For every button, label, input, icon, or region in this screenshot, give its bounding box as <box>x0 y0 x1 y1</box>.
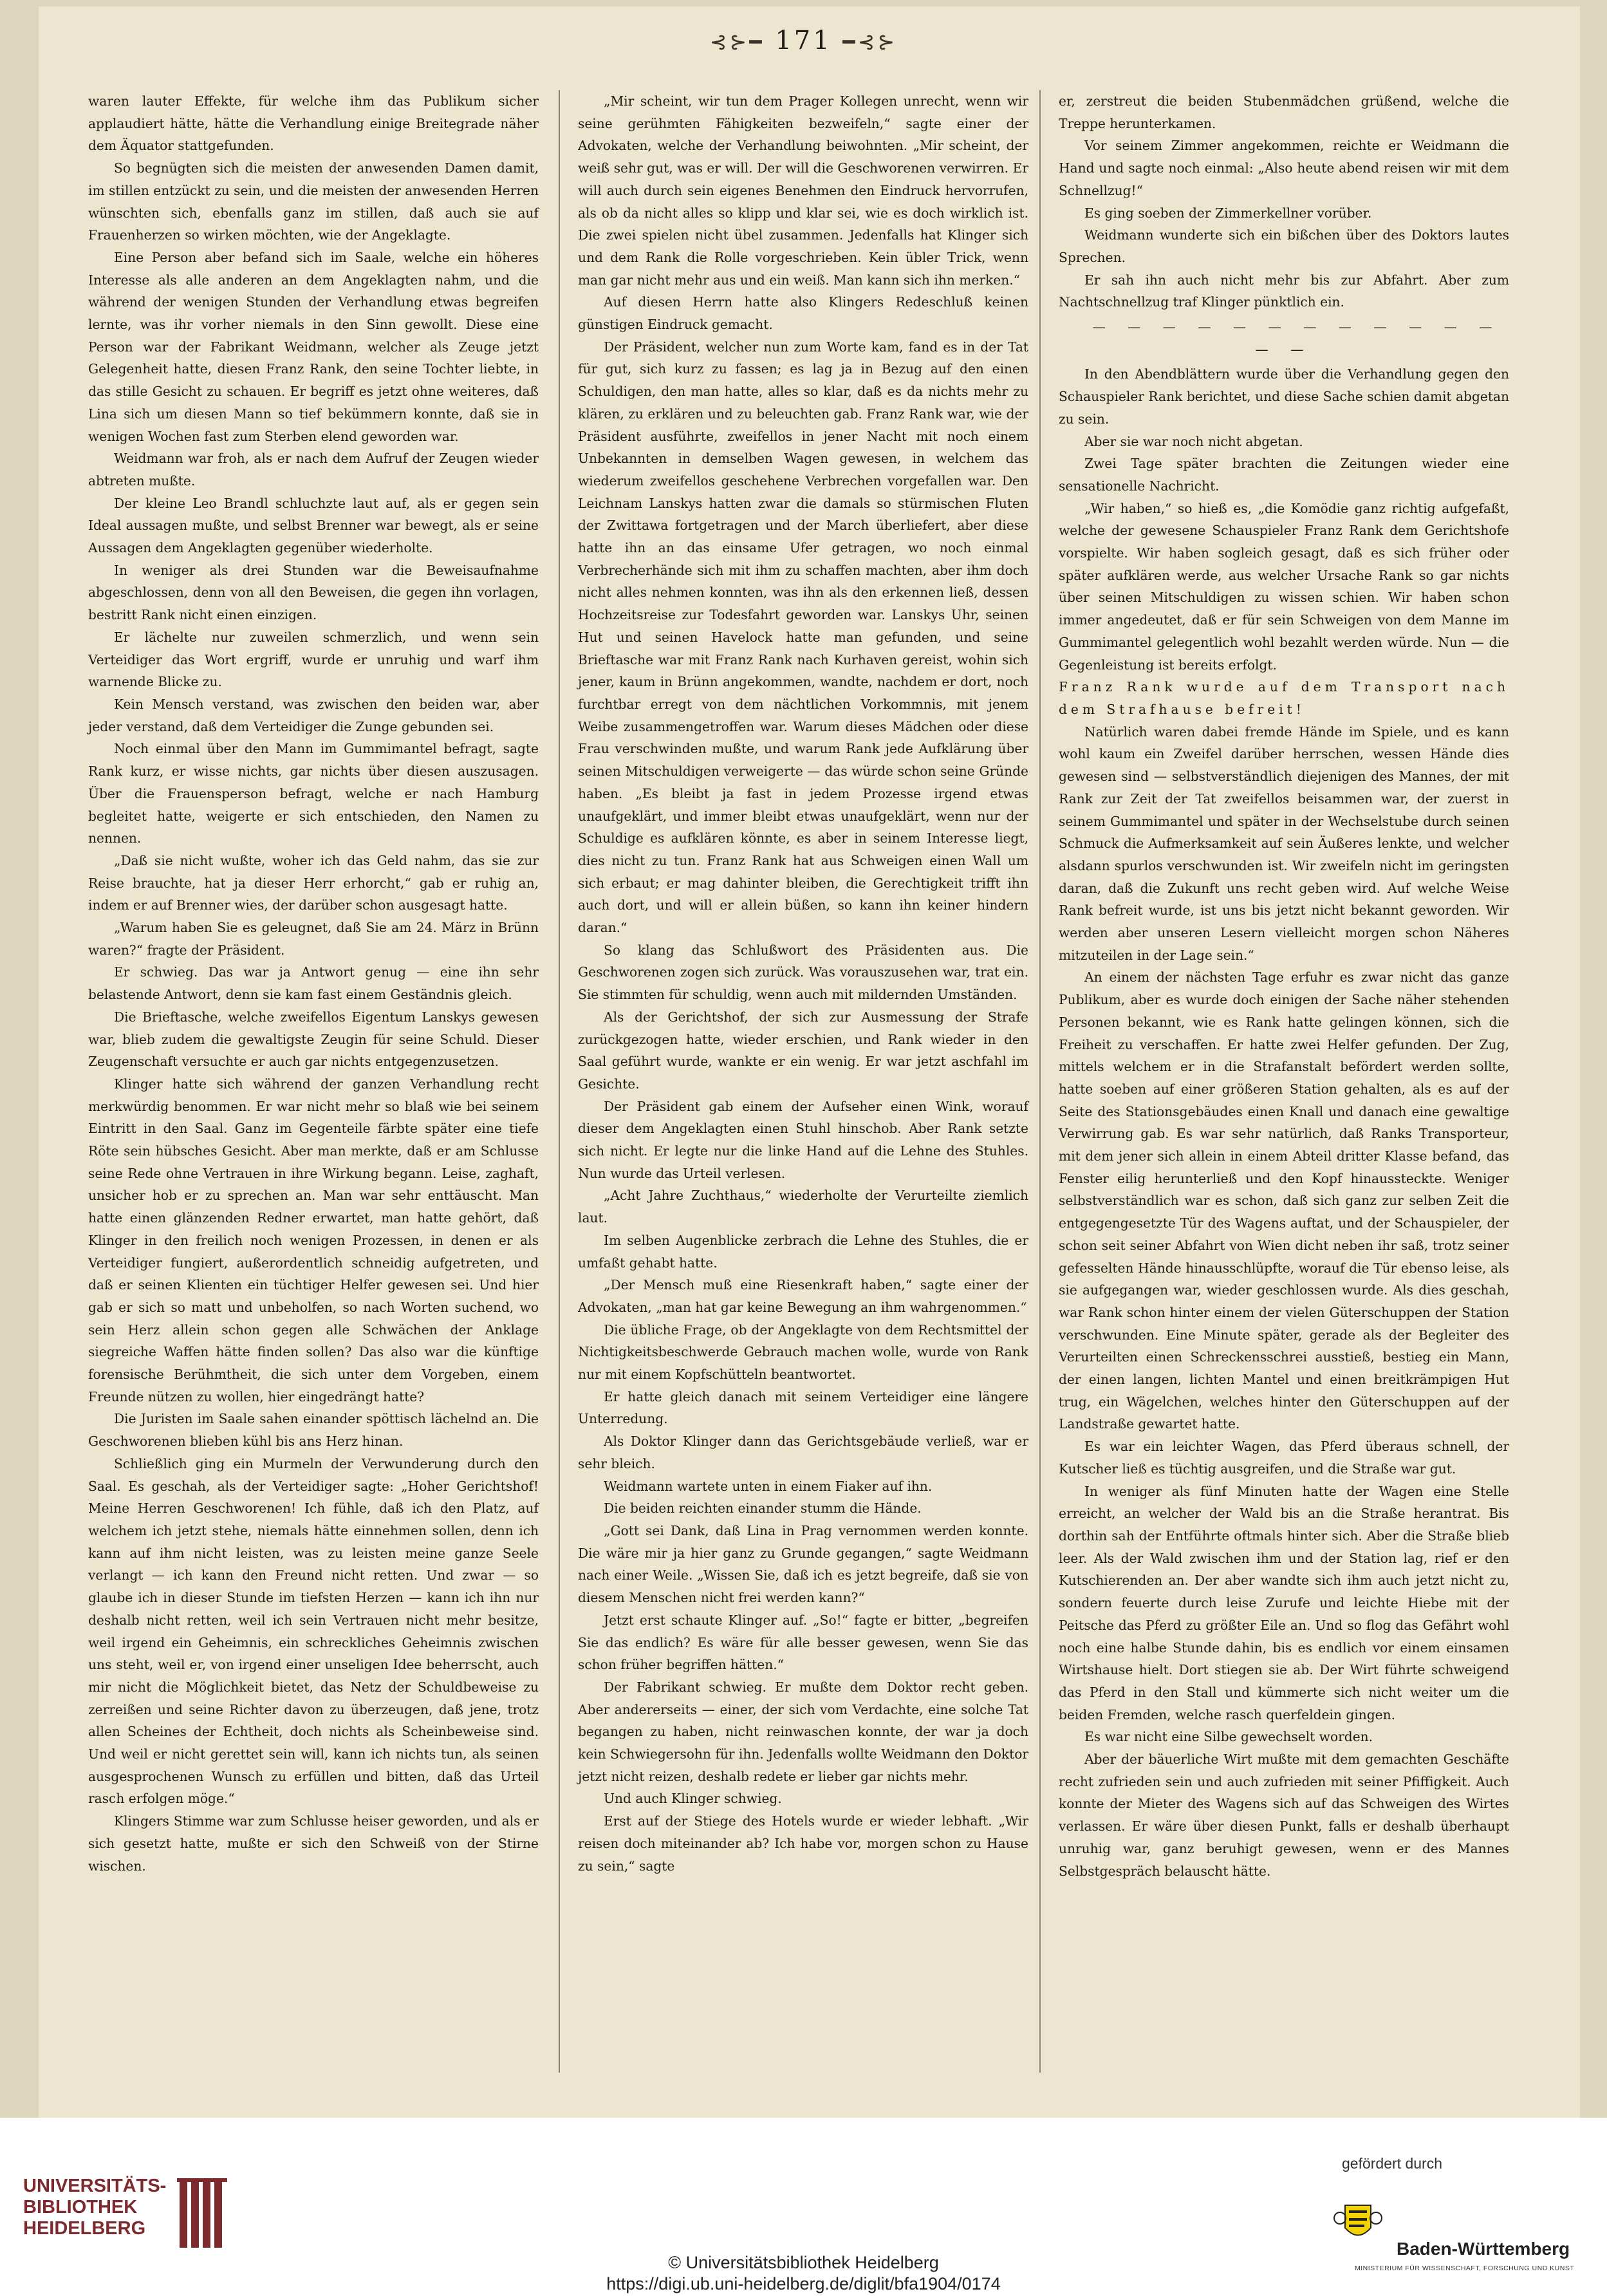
paragraph: Auf diesen Herrn hatte also Klingers Redeschluß keinen günstigen Eindruck gemacht. <box>578 294 1028 333</box>
paragraph: Der Präsident gab einem der Aufseher einen Wink, worauf dieser dem Angeklagten einen Stuhl hinschob. Aber Rank setzte sich nicht. Er legte nur die linke Hand auf die Lehne des Stuhles. Nun wurde das Urteil verlesen. <box>578 1098 1028 1181</box>
paragraph: Franz Rank wurde auf dem Transport nach dem Strafhause befreit! <box>1059 679 1509 717</box>
paragraph: Der Präsident, welcher nun zum Worte kam, fand es in der Tat für gut, sich kurz zu fassen; es lag ja in Bezug auf den einen Schuldigen, den man hatte, alles so klar, daß es da nichts mehr zu klären, zu erklären und zu beleuchten gab. Franz Rank war, wie der Präsident ausführte, zweifellos in jener Nacht mit noch einem Unbekannten in demselben Wagen gewesen, in welchem das wiederum zweifellos geschehene Verbrechen vorgefallen war. Den Leichnam Lanskys hatten zwar die damals so stürmischen Fluten der Zwittawa fortgetragen und der March überliefert, aber diese hatte ihn an das einsame Ufer getragen, wo noch einmal Verbrecherhände sich mit ihm zu schaffen machten, aber ihm doch nicht alles nehmen konnten, was ihn als den erkennen ließ, dessen Hochzeitsreise zur Todesfahrt geworden war. Lanskys Uhr, seinen Hut und seinen Havelock hatte man gefunden, und seine Brieftasche war mit Franz Rank nach Kurhaven gereist, wohin sich jener, kaum in Brünn angekommen, wandte, nachdem er dort, noch furchtbar erregt von dem nächtlichen Vorkommnis, mit jenem Weibe zusammengetroffen war. Warum dieses Mädchen oder diese Frau verschwinden mußte, und warum Rank jede Aufklärung über seinen Mitschuldigen verweigerte — das würde schon seine Gründe haben. „Es bleibt ja fast in jedem Prozesse irgend etwas unaufgeklärt, und immer bleibt etwas unaufgeklärt, wenn nur der Schuldige es aufklären könnte, es aber in seinem Interesse liegt, dies nicht zu tun. Franz Rank hat aus Schweigen einen Wall um sich erbaut; er mag dahinter bleiben, die Gerechtigkeit trifft ihn auch dort, und will er allein büßen, so kann ihn keiner hindern daran.“ <box>578 339 1028 936</box>
paragraph: „Daß sie nicht wußte, woher ich das Geld nahm, das sie zur Reise brauchte, hat ja dieser Herr erhorcht,“ gab er ruhig an, indem er auf Brenner wies, der darüber schon ausgesagt hatte. <box>88 852 539 913</box>
funder-subtitle: MINISTERIUM FÜR WISSENSCHAFT, FORSCHUNG UND KUNST <box>1355 2264 1575 2272</box>
paragraph: Weidmann wunderte sich ein bißchen über des Doktors lautes Sprechen. <box>1059 227 1509 265</box>
paragraph: Weidmann wartete unten in einem Fiaker auf ihn. <box>604 1478 933 1494</box>
paragraph: Es war nicht eine Silbe gewechselt worden. <box>1084 1729 1373 1745</box>
paragraph: „Der Mensch muß eine Riesenkraft haben,“ sagte einer der Advokaten, „man hat gar keine Bewegung an ihm wahrgenommen.“ <box>578 1277 1028 1315</box>
column-divider <box>1039 90 1041 2073</box>
paragraph: Als der Gerichtshof, der sich zur Ausmessung der Strafe zurückgezogen hatte, wieder erschien, und Rank wieder in den Saal geführt wurde, wankte er ein wenig. Er war jetzt aschfahl im Gesichte. <box>578 1009 1028 1092</box>
column-divider <box>559 90 560 2073</box>
paragraph: Er hatte gleich danach mit seinem Verteidiger eine längere Unterredung. <box>578 1388 1028 1427</box>
paragraph: In weniger als fünf Minuten hatte der Wagen eine Stelle erreicht, an welcher der Wald bis an die Straße herantrat. Bis dorthin sah der Entführte oftmals hinter sich. Aber die Straße blieb leer. Als der Wald zwischen ihm und der Station lag, rief er den Kutschierenden an. Der aber wandte sich ihm auch jetzt nicht zu, sondern feuerte durch leise Zurufe und leichte Hiebe mit der Peitsche das Pferd zu größter Eile an. Und so flog das Gefährt wohl noch eine halbe Stunde dahin, bis es endlich vor einem einsamen Wirtshause hielt. Dort stiegen sie ab. Der Wirt führte schweigend das Pferd in den Stall und kümmerte sich nicht weiter um die beiden Fremden, welche rasch querfeldein gingen. <box>1059 1483 1509 1722</box>
paragraph: In den Abendblättern wurde über die Verhandlung gegen den Schauspieler Rank berichtet, und diese Sache schien damit abgetan zu sein. <box>1059 366 1509 427</box>
paragraph: Kein Mensch verstand, was zwischen den beiden war, aber jeder verstand, daß dem Verteidiger die Zunge gebunden sei. <box>88 696 539 734</box>
section-separator: — — — — — — — — — — — — — — <box>1092 319 1501 357</box>
library-logo[interactable] <box>23 2176 236 2259</box>
funder-name: Baden-Württemberg <box>1397 2239 1570 2259</box>
paragraph: Es ging soeben der Zimmerkellner vorüber. <box>1084 205 1372 221</box>
page-header <box>0 26 1607 55</box>
copyright-notice: © Universitätsbibliothek Heidelberg <box>668 2253 939 2272</box>
paragraph: Aber der bäuerliche Wirt mußte mit dem gemachten Geschäfte recht zufrieden sein und auch zufrieden mit seiner Pfiffigkeit. Auch konnte der Mieter des Wagens sich auf das Schweigen des Wirtes verlassen. Er wäre über diesen Punkt, falls er deshalb überhaupt unruhig war, ganz beruhigt gewesen, wenn er des Mannes Selbstgespräch belauscht hätte. <box>1059 1751 1509 1879</box>
paragraph: An einem der nächsten Tage erfuhr es zwar nicht das ganze Publikum, aber es wurde doch einigen der Sache näher stehenden Personen bekannt, wie es Rank hatte gelingen können, sich die Freiheit zu verschaffen. Er hatte zwei Helfer gefunden. Der Zug, mittels welchem er in die Strafanstalt befördert werden sollte, hatte soeben auf einer größeren Station gehalten, als es auf der Seite des Stationsgebäudes einen Knall und danach eine gewaltige Verwirrung gab. Es war sehr natürlich, daß Ranks Transporteur, mit dem jener sich allein in einem Abteil dritter Klasse befand, das Fenster eilig herunterließ und den Kopf hinaussteckte. Weniger selbstverständlich war es schon, daß sich ganz zur selben Zeit die entgegengesetzte Tür des Wagens auftat, und der Schauspieler, der schon seit seiner Abfahrt von Wien dicht neben ihr saß, trotz seiner gefesselten Hände hinausschlüpfte, worauf die Tür ebenso leise, als sie aufgegangen war, wieder geschlossen wurde. Als dies geschah, war Rank schon hinter einem der vielen Güterschuppen der Station verschwunden. Eine Minute später, gerade als der Begleiter des Verurteilten einen Schreckensschrei ausstieß, bestieg ein Mann, der einen langen, lichten Mantel und einen breitkrämpigen Hut trug, ein Wägelchen, welches hinter den Güterschuppen auf der Landstraße gewartet hatte. <box>1059 969 1509 1432</box>
paragraph: Die beiden reichten einander stumm die Hände. <box>604 1500 922 1517</box>
viewer-footer <box>0 2118 1607 2296</box>
paragraph: Der Fabrikant schwieg. Er mußte dem Doktor recht geben. Aber andererseits — einer, der sich vom Verdachte, eine solche Tat begangen zu haben, nicht reinwaschen konnte, der war ja doch kein Schwiegersohn für ihn. Jedenfalls wollte Weidmann den Doktor jetzt nicht reizen, deshalb redete er lieber gar nichts mehr. <box>578 1679 1028 1784</box>
paragraph: Es war ein leichter Wagen, das Pferd überaus schnell, der Kutscher ließ es tüchtig ausgreifen, und die Straße war gut. <box>1059 1439 1509 1477</box>
paragraph: Weidmann war froh, als er nach dem Aufruf der Zeugen wieder abtreten mußte. <box>88 451 539 489</box>
ornament-right: ━⊰⊱ <box>842 30 898 54</box>
text-column-3 <box>1059 90 1509 1882</box>
paragraph: Vor seinem Zimmer angekommen, reichte er Weidmann die Hand und sagte noch einmal: „Also heute abend reisen wir mit dem Schnellzug!“ <box>1059 138 1509 198</box>
paragraph: Eine Person aber befand sich im Saale, welche ein höheres Interesse als alle anderen an dem Angeklagten nahm, und die während der wenigen Stunden der Verhandlung etwas begreifen lernte, was ihr vorher niemals in den Sinn gewollt. Diese eine Person war der Fabrikant Weidmann, welcher als Zeuge jetzt Gelegenheit hatte, diesen Franz Rank, den seine Tochter liebte, in das stille Gesicht zu schauen. Er begriff es jetzt ohne weiteres, daß Lina sich um diesen Mann so tief bekümmern konnte, daß sie in wenigen Wochen fast zum Sterben elend geworden war. <box>88 249 539 444</box>
paragraph: er, zerstreut die beiden Stubenmädchen grüßend, welche die Treppe herunterkamen. <box>1059 93 1509 131</box>
funded-by-label: gefördert durch <box>1342 2155 1442 2172</box>
state-crest-icon <box>1326 2186 1390 2250</box>
paragraph: Die übliche Frage, ob der Angeklagte von dem Rechtsmittel der Nichtigkeitsbeschwerde Gebrauch machen wolle, wurde von Rank nur mit einem Kopfschütteln beantwortet. <box>578 1321 1028 1383</box>
paragraph: „Gott sei Dank, daß Lina in Prag vernommen werden konnte. Die wäre mir ja hier ganz zu Grunde gegangen,“ sagte Weidmann nach einer Weile. „Wissen Sie, daß ich es jetzt begreife, daß sie von diesem Menschen nicht frei werden kann?“ <box>578 1523 1028 1606</box>
paragraph: Er schwieg. Das war ja Antwort genug — eine ihn sehr belastende Antwort, denn sie kam fast einem Geständnis gleich. <box>88 964 539 1003</box>
permalink[interactable]: https://digi.ub.uni-heidelberg.de/diglit/bfa1904/0174 <box>606 2274 1001 2293</box>
paragraph: Noch einmal über den Mann im Gummimantel befragt, sagte Rank kurz, er wisse nichts, gar nichts über diesen auszusagen. Über die Frauensperson befragt, welche er nach Hamburg begleitet hatte, weigerte er sich entschieden, den Namen zu nennen. <box>88 741 539 846</box>
paragraph: In weniger als drei Stunden war die Beweisaufnahme abgeschlossen, denn von all den Beweisen, die gegen ihn vorlagen, bestritt Rank nicht einen einzigen. <box>88 562 539 623</box>
paragraph: Die Juristen im Saale sahen einander spöttisch lächelnd an. Die Geschworenen blieben kühl bis ans Herz hinan. <box>88 1411 539 1450</box>
paragraph: Zwei Tage später brachten die Zeitungen wieder eine sensationelle Nachricht. <box>1059 456 1509 494</box>
paragraph: So begnügten sich die meisten der anwesenden Damen damit, im stillen entzückt zu sein, und die meisten der anwesenden Herren wünschten sich, ebenfalls ganz im stillen, daß auch sie auf Frauenherzen so wirken möchten, wie der Angeklagte. <box>88 160 539 243</box>
paragraph: Klinger hatte sich während der ganzen Verhandlung recht merkwürdig benommen. Er war nicht mehr so blaß wie bei seinem Eintritt in den Saal. Ganz im Gegenteile färbte später eine tiefe Röte sein hübsches Gesicht. Aber man merkte, daß er am Schlusse seine Rede ohne Vertrauen in ihre Wirkung begann. Leise, zaghaft, unsicher hob er zu sprechen an. Man war sehr enttäuscht. Man hatte einen glänzenden Redner erwartet, man hatte gehört, daß Klinger in den freilich noch wenigen Prozessen, in denen er als Verteidiger fungiert, außerordentlich schneidig aufgetreten, und daß er seinen Klienten ein tüchtiger Helfer gewesen sei. Und hier gab er sich so matt und unbeholfen, so nach Worten suchend, wo sein Herz allein schon gegen alle Schwächen der Anklage siegreiche Waffen hätte finden sollen? Das also war die künftige forensische Berühmtheit, die sich unter dem Vorgeben, einem Freunde nützen zu wollen, hier eingedrängt hatte? <box>88 1076 539 1405</box>
paragraph: „Mir scheint, wir tun dem Prager Kollegen unrecht, wenn wir seine gerühmten Fähigkeiten bezweifeln,“ sagte einer der Advokaten, welche der Verhandlung beiwohnten. „Mir scheint, der weiß sehr gut, was er will. Der will die Geschworenen verwirren. Er will auch durch sein eigenes Benehmen den Eindruck hervorrufen, als ob da nicht alles so klipp und klar sei, wie es doch wirklich ist. Die zwei spielen nicht übel zusammen. Jedenfalls hat Klinger sich und dem Rank die Rolle vorgeschrieben. Kein übler Trick, wenn man gar nicht mehr aus und ein weiß. Man kann sich ihn merken.“ <box>578 93 1028 288</box>
library-name: UNIVERSITÄTS- BIBLIOTHEK HEIDELBERG <box>23 2176 167 2239</box>
paragraph: So klang das Schlußwort des Präsidenten aus. Die Geschworenen zogen sich zurück. Was vorauszusehen war, trat ein. Sie stimmten für schuldig, wenn auch mit mildernden Umständen. <box>578 942 1028 1003</box>
paragraph: Aber sie war noch nicht abgetan. <box>1084 433 1303 449</box>
paragraph: Der kleine Leo Brandl schluchzte laut auf, als er gegen sein Ideal aussagen mußte, und selbst Brenner war bewegt, als er seine Aussagen dem Angeklagten gegenüber wiederholte. <box>88 495 539 556</box>
page-number: 171 <box>775 26 832 55</box>
paragraph: waren lauter Effekte, für welche ihm das Publikum sicher applaudiert hätte, hätte die Verhandlung einige Breitegrade näher dem Äquator stattgefunden. <box>88 93 539 154</box>
paragraph: Klingers Stimme war zum Schlusse heiser geworden, und als er sich gesetzt hatte, mußte er sich den Schweiß von der Stirne wischen. <box>88 1813 539 1874</box>
paragraph: „Wir haben,“ so hieß es, „die Komödie ganz richtig aufgefaßt, welche der gewesene Schauspieler Franz Rank dem Gerichtshofe vorspielte. Wir haben sogleich gesagt, daß es sich früher oder später aufklären werde, aus welcher Ursache Rank so gar nichts über seinen Mitschuldigen zu wissen schien. Wir haben schon immer angedeutet, daß er für sein Schweigen von dem Manne im Gummimantel gelegentlich wohl bezahlt werden würde. Nun — die Gegenleistung ist bereits erfolgt. <box>1059 500 1509 673</box>
paragraph: Jetzt erst schaute Klinger auf. „So!“ fagte er bitter, „begreifen Sie das endlich? Es wäre für alle besser gewesen, wenn Sie das schon früher begriffen hätten.“ <box>578 1612 1028 1673</box>
library-emblem-icon <box>174 2176 232 2253</box>
funder-block <box>1326 2155 1583 2290</box>
ornament-left: ⊰⊱━ <box>709 30 765 54</box>
paragraph: Er lächelte nur zuweilen schmerzlich, und wenn sein Verteidiger das Wort ergriff, wurde er unruhig und warf ihm warnende Blicke zu. <box>88 629 539 690</box>
paragraph: Die Brieftasche, welche zweifellos Eigentum Lanskys gewesen war, blieb zudem die gewaltigste Zeugin für seine Schuld. Dieser Zeugenschaft versuchte er auch gar nichts entgegenzusetzen. <box>88 1009 539 1070</box>
paragraph: Natürlich waren dabei fremde Hände im Spiele, und es kann wohl kaum ein Zweifel darüber herrschen, wessen Hände dies gewesen sind — selbstverständlich diejenigen des Mannes, der mit Rank zur Zeit der Tat zweifellos beisammen war, der zuerst in seinem Gummimantel und später in der Wechselstube durch seinen Schmuck die Aufmerksamkeit auf sein Äußeres lenkte, und welcher alsdann spurlos verschwunden ist. Wir zweifeln nicht im geringsten daran, daß die Zukunft uns recht geben wird. Auf welche Weise Rank befreit wurde, ist uns bis jetzt nicht bekannt geworden. Wir werden aber unseren Lesern vielleicht morgen schon Näheres mitzuteilen in der Lage sein.“ <box>1059 723 1509 963</box>
paragraph: Als Doktor Klinger dann das Gerichtsgebäude verließ, war er sehr bleich. <box>578 1433 1028 1471</box>
paragraph: Und auch Klinger schwieg. <box>604 1791 782 1807</box>
paragraph: „Acht Jahre Zuchthaus,“ wiederholte der Verurteilte ziemlich laut. <box>578 1188 1028 1226</box>
paragraph: „Warum haben Sie es geleugnet, daß Sie am 24. März in Brünn waren?“ fragte der Präsident. <box>88 920 539 958</box>
paragraph: Schließlich ging ein Murmeln der Verwunderung durch den Saal. Es geschah, als der Verteidiger sagte: „Hoher Gerichtshof! Meine Herren Geschworenen! Ich fühle, daß ich den Platz, auf welchem ich jetzt stehe, niemals hätte einnehmen sollen, denn ich kann auf ihm nicht leisten, was zu leisten meine ganze Seele verlangt — ich kann den Freund nicht retten. Und zwar — so glaube ich in dieser Stunde im tiefsten Herzen — kann ich ihn nur deshalb nicht retten, weil ich sein Vertrauen nicht mehr besitze, weil irgend ein Geheimnis, ein schreckliches Geheimnis zwischen uns steht, weil er, von irgend einer unseligen Idee beherrscht, auch mir nicht die Möglichkeit bietet, das Netz der Schuldbeweise zu zerreißen und seine Richter davon zu überzeugen, daß jene, trotz allen Scheines der Echtheit, doch nichts als Scheinbeweise sind. Und weil er nicht gerettet sein will, kann ich nichts tun, als seinen ausgesprochenen Wunsch zu erfüllen und bitten, daß das Urteil rasch erfolgen möge.“ <box>88 1455 539 1807</box>
text-column-2 <box>578 90 1028 1877</box>
paragraph: Erst auf der Stiege des Hotels wurde er wieder lebhaft. „Wir reisen doch miteinander ab? Ich habe vor, morgen schon zu Hause zu sein,“ sagte <box>578 1813 1028 1874</box>
paragraph: Er sah ihn auch nicht mehr bis zur Abfahrt. Aber zum Nachtschnellzug traf Klinger pünktlich ein. <box>1059 272 1509 310</box>
text-column-1 <box>88 90 539 1877</box>
paragraph: Im selben Augenblicke zerbrach die Lehne des Stuhles, die er umfaßt gehabt hatte. <box>578 1232 1028 1271</box>
